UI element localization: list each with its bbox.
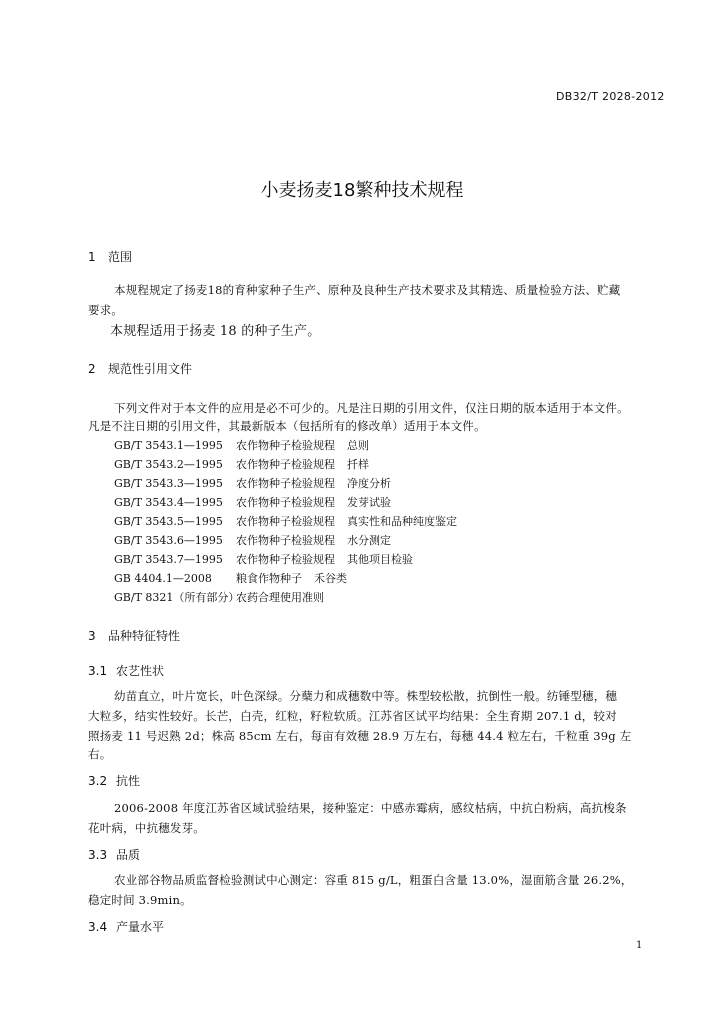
reference-part: 净度分析 [347, 477, 391, 490]
paragraph-line: 凡是不注日期的引用文件，其最新版本（包括所有的修改单）适用于本文件。 [88, 419, 486, 433]
reference-title: 农作物种子检验规程 [236, 534, 335, 547]
subsection-3-3-heading [88, 846, 140, 863]
paragraph-line: 下列文件对于本文件的应用是必不可少的。凡是注日期的引用文件，仅注日期的版本适用于本文件。 [114, 401, 629, 415]
section-number: 2 [88, 362, 96, 376]
section-title: 品种特征特性 [108, 629, 181, 643]
subsection-title: 抗性 [116, 774, 141, 788]
reference-code: GB/T 3543.4—1995 [114, 496, 223, 509]
reference-title: 农作物种子检验规程 [236, 496, 335, 509]
paragraph-line: 2006-2008 年度江苏省区域试验结果，接种鉴定：中感赤霉病，感纹枯病，中抗白粉病，高抗梭条 [114, 801, 627, 815]
paragraph-line: 花叶病，中抗穗发芽。 [88, 821, 205, 835]
reference-item [114, 456, 369, 472]
paragraph-line: 照扬麦 11 号迟熟 2d；株高 85cm 左右，每亩有效穗 28.9 万左右，每穗 44.4 粒左右，千粒重 39g 左 [88, 729, 632, 743]
reference-part: 发芽试验 [347, 496, 391, 509]
page-number: 1 [636, 940, 643, 951]
reference-code: GB 4404.1—2008 [114, 572, 212, 585]
reference-title: 农作物种子检验规程 [236, 458, 335, 471]
section-2-heading [88, 360, 192, 377]
paragraph-line: 幼苗直立，叶片宽长，叶色深绿。分蘖力和成穗数中等。株型较松散，抗倒性一般。纺锤型穗，穗 [114, 689, 618, 703]
paragraph: 本规程适用于扬麦 18 的种子生产。 [110, 324, 321, 339]
subsection-number: 3.4 [88, 920, 108, 934]
reference-part: 扦样 [347, 458, 369, 471]
section-3-heading [88, 627, 180, 644]
reference-code: GB/T 3543.6—1995 [114, 534, 223, 547]
reference-item [114, 570, 347, 586]
reference-part: 总则 [347, 439, 369, 452]
reference-item [114, 551, 413, 567]
reference-title: 农作物种子检验规程 [236, 515, 335, 528]
subsection-3-2-heading [88, 772, 140, 789]
reference-code: GB/T 3543.3—1995 [114, 477, 223, 490]
subsection-title: 产量水平 [116, 920, 165, 934]
subsection-number: 3.2 [88, 774, 108, 788]
reference-part: 其他项目检验 [347, 553, 413, 566]
subsection-title: 农艺性状 [116, 664, 165, 678]
reference-code: GB/T 3543.2—1995 [114, 458, 223, 471]
subsection-number: 3.1 [88, 664, 108, 678]
reference-code: GB/T 8321（所有部分） [114, 591, 240, 604]
reference-part: 水分测定 [347, 534, 391, 547]
subsection-3-1-heading [88, 662, 164, 679]
reference-code: GB/T 3543.5—1995 [114, 515, 223, 528]
reference-title: 农药合理使用准则 [236, 591, 324, 604]
paragraph-line: 右。 [88, 747, 112, 761]
reference-item [114, 437, 369, 453]
subsection-3-4-heading [88, 918, 164, 935]
paragraph-line: 农业部谷物品质监督检验测试中心测定：容重 815 g/L，粗蛋白含量 13.0%，湿面筋含量 26.2%， [114, 873, 633, 887]
document-title: 小麦扬麦18繁种技术规程 [260, 180, 464, 201]
subsection-number: 3.3 [88, 848, 108, 862]
reference-item [114, 475, 391, 491]
reference-part: 真实性和品种纯度鉴定 [347, 515, 457, 528]
standard-code: DB32/T 2028-2012 [556, 90, 665, 103]
reference-part: 禾谷类 [314, 572, 347, 585]
reference-item [114, 589, 336, 605]
reference-item [114, 494, 391, 510]
paragraph-line: 要求。 [88, 303, 124, 317]
reference-title: 农作物种子检验规程 [236, 477, 335, 490]
reference-code: GB/T 3543.1—1995 [114, 439, 223, 452]
reference-title: 农作物种子检验规程 [236, 439, 335, 452]
reference-item [114, 532, 391, 548]
subsection-title: 品质 [116, 848, 141, 862]
reference-title: 粮食作物种子 [236, 572, 302, 585]
reference-title: 农作物种子检验规程 [236, 553, 335, 566]
section-title: 范围 [108, 250, 133, 264]
paragraph-line: 本规程规定了扬麦18的育种家种子生产、原种及良种生产技术要求及其精选、质量检验方法、贮藏 [114, 283, 621, 297]
paragraph-line: 大粒多，结实性较好。长芒，白壳，红粒，籽粒软质。江苏省区试平均结果：全生育期 207.1 d，较对 [88, 709, 617, 723]
reference-item [114, 513, 457, 529]
paragraph-line: 稳定时间 3.9min。 [88, 893, 192, 907]
section-title: 规范性引用文件 [108, 362, 193, 376]
section-number: 1 [88, 250, 96, 264]
reference-code: GB/T 3543.7—1995 [114, 553, 223, 566]
section-1-heading [88, 248, 132, 265]
section-number: 3 [88, 629, 96, 643]
